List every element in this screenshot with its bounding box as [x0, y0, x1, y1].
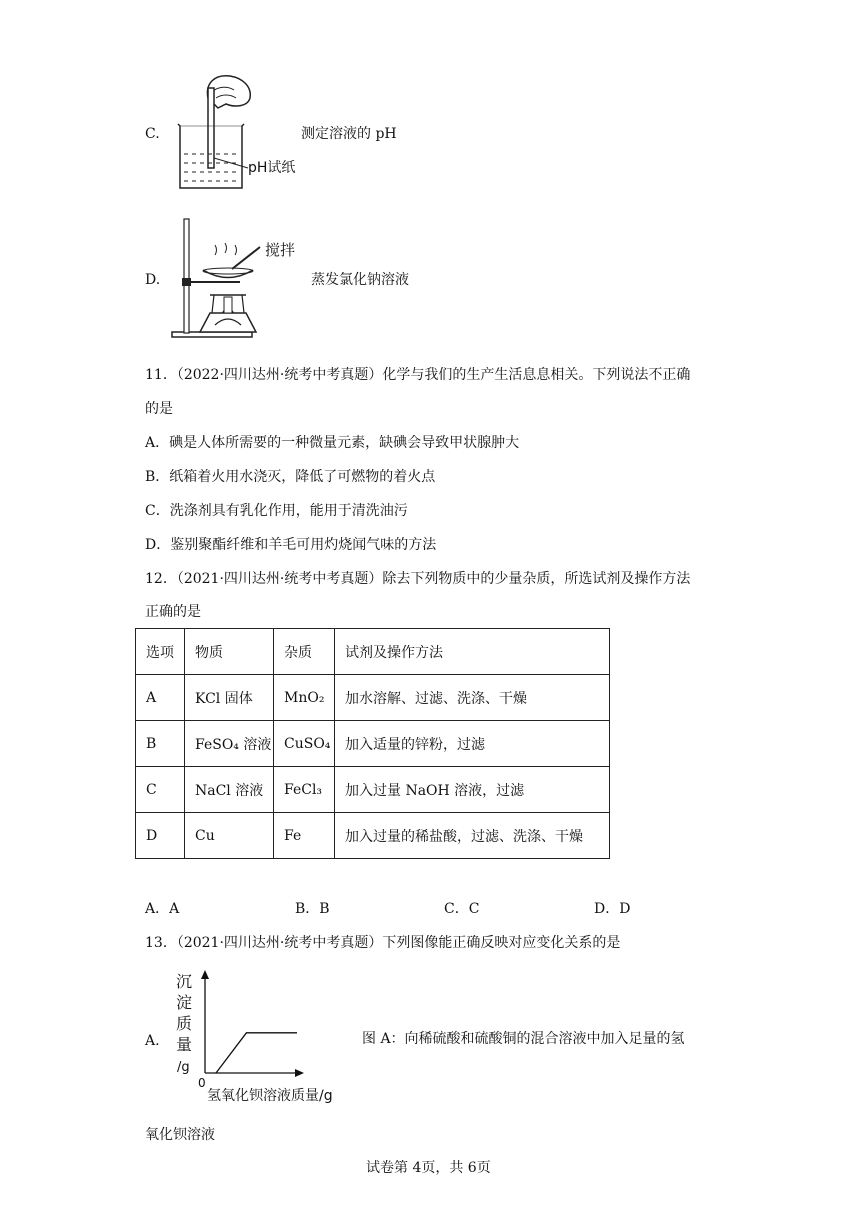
q11-stem-line1: 11．（2022·四川达州·统考中考真题）化学与我们的生产生活息息相关。下列说法不正确 [145, 367, 691, 383]
table-row [136, 767, 610, 813]
q12-options-table [135, 628, 610, 859]
cell-method: 加入过量的稀盐酸，过滤、洗涤、干燥 [335, 813, 610, 859]
chart-ylabel-char: 淀 [176, 993, 193, 1012]
option-d-letter: D. [145, 272, 161, 288]
q12-answer-a: A．A [145, 901, 180, 917]
stir-label: 搅拌 [265, 241, 296, 259]
table-row [136, 721, 610, 767]
header-method: 试剂及操作方法 [335, 629, 610, 675]
ph-paper-label: pH试纸 [248, 160, 296, 176]
cell-substance: NaCl 溶液 [185, 767, 274, 813]
cell-impurity: Fe [274, 813, 335, 859]
q11-option-c: C．洗涤剂具有乳化作用，能用于清洗油污 [145, 503, 408, 519]
table-row [136, 675, 610, 721]
option-d-desc: 蒸发氯化钠溶液 [311, 272, 409, 288]
cell-method: 加入适量的锌粉，过滤 [335, 721, 610, 767]
chart-origin-label: 0 [198, 1076, 206, 1090]
x-axis-arrow-icon [295, 1069, 304, 1077]
steam-icon [215, 243, 237, 255]
evaporation-figure [170, 215, 310, 340]
chart-ylabel-char: 沉 [176, 972, 193, 991]
cell-method: 加水溶解、过滤、洗涤、干燥 [335, 675, 610, 721]
y-axis-arrow-icon [201, 970, 209, 979]
q12-stem-line1: 12．（2021·四川达州·统考中考真题）除去下列物质中的少量杂质，所选试剂及操作方法 [145, 571, 691, 587]
header-impurity: 杂质 [274, 629, 335, 675]
chart-series-line [216, 1033, 297, 1073]
q13-option-a-letter: A. [145, 1033, 160, 1049]
q12-answer-b: B．B [295, 901, 330, 917]
cell-option: C [136, 767, 185, 813]
option-c-desc: 测定溶液的 pH [301, 126, 397, 142]
q12-stem-line2: 正确的是 [145, 604, 201, 620]
cell-option: A [136, 675, 185, 721]
cell-option: D [136, 813, 185, 859]
chart-ylabel-char: 质 [176, 1014, 193, 1033]
cell-option: B [136, 721, 185, 767]
q13-stem: 13．（2021·四川达州·统考中考真题）下列图像能正确反映对应变化关系的是 [145, 935, 621, 951]
chart-xlabel: 氢氧化钡溶液质量/g [207, 1088, 333, 1104]
q12-answer-d: D．D [594, 901, 631, 917]
cell-impurity: MnO₂ [274, 675, 335, 721]
cell-substance: FeSO₄ 溶液 [185, 721, 274, 767]
q13-chart [168, 965, 353, 1107]
cell-substance: Cu [185, 813, 274, 859]
ph-test-figure [170, 68, 310, 193]
cell-impurity: CuSO₄ [274, 721, 335, 767]
q13-option-a-desc-line1: 图 A：向稀硫酸和硫酸铜的混合溶液中加入足量的氢 [362, 1031, 685, 1047]
q12-answer-c: C．C [444, 901, 480, 917]
q13-option-a-desc-line2: 氧化钡溶液 [145, 1127, 215, 1143]
table-header-row [136, 629, 610, 675]
header-substance: 物质 [185, 629, 274, 675]
q11-option-a: A．碘是人体所需要的一种微量元素，缺碘会导致甲状腺肿大 [145, 435, 520, 451]
chart-ylabel-char: 量 [176, 1035, 193, 1054]
q11-option-b: B．纸箱着火用水浇灭，降低了可燃物的着火点 [145, 469, 436, 485]
cell-substance: KCl 固体 [185, 675, 274, 721]
table-row [136, 813, 610, 859]
header-option: 选项 [136, 629, 185, 675]
option-c-letter: C. [145, 126, 160, 142]
page-footer: 试卷第 4页，共 6页 [366, 1160, 491, 1176]
q11-option-d: D．鉴别聚酯纤维和羊毛可用灼烧闻气味的方法 [145, 537, 437, 553]
chart-ylabel-char: /g [177, 1060, 190, 1075]
cell-impurity: FeCl₃ [274, 767, 335, 813]
cell-method: 加入过量 NaOH 溶液，过滤 [335, 767, 610, 813]
q11-stem-line2: 的是 [145, 401, 173, 417]
